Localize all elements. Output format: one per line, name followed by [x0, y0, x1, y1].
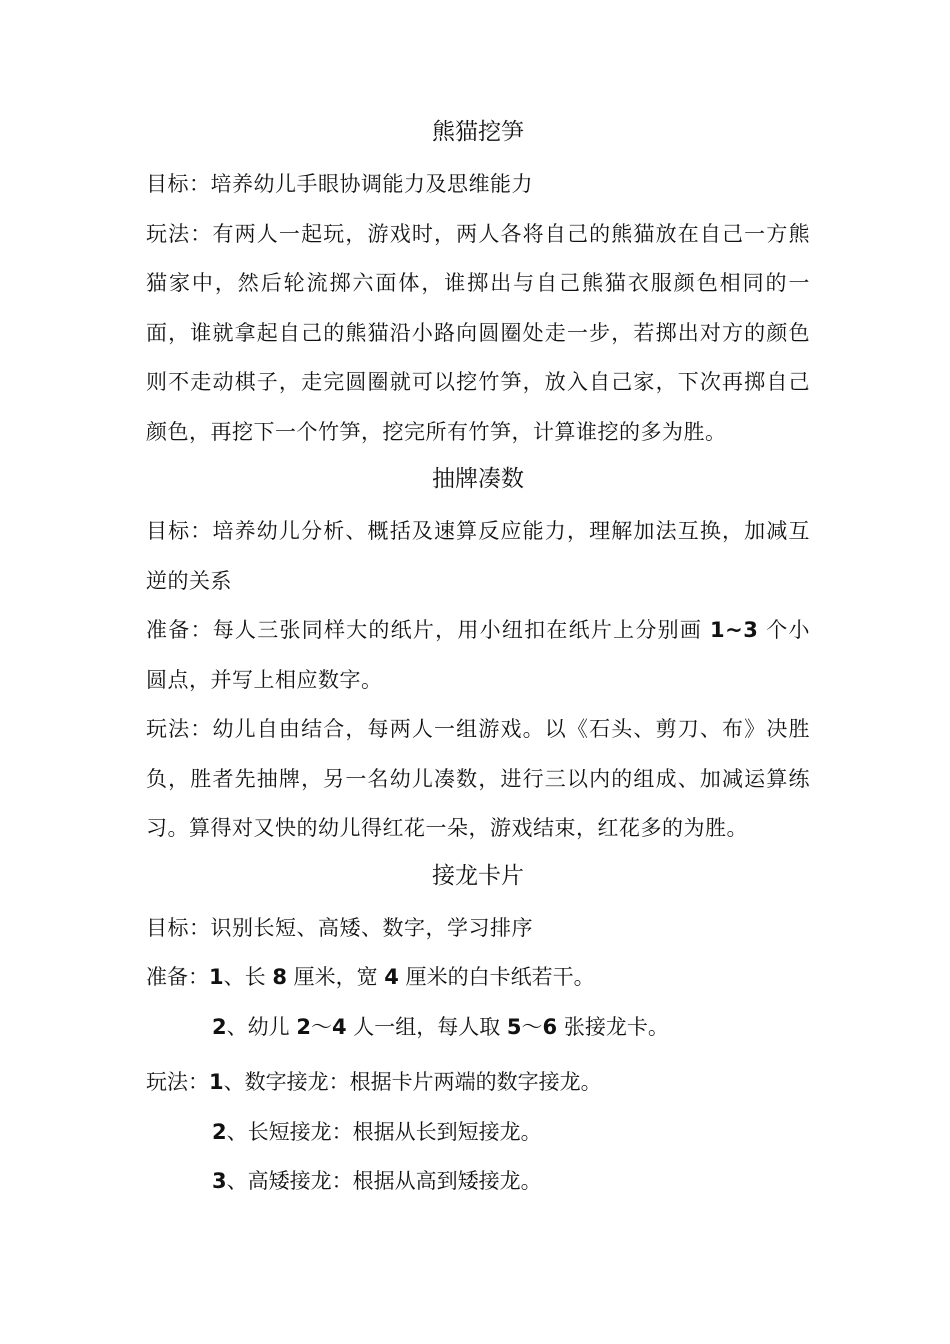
list-number: 8: [272, 965, 287, 989]
list-text: 、幼儿: [226, 1014, 297, 1039]
list-number: 1: [209, 965, 224, 989]
cards-sum-goal: 目标：培养幼儿分析、概括及速算反应能力，理解加法互换，加减互逆的关系: [146, 519, 810, 593]
list-text: ～: [521, 1014, 543, 1039]
panda-play: 玩法：有两人一起玩，游戏时，两人各将自己的熊猫放在自己一方熊猫家中，然后轮流掷六面体，谁掷出与自己熊猫衣服颜色相同的一面，谁就拿起自己的熊猫沿小路向圆圈处走一步，若掷出对方的颜色则不走动棋子，走完圆圈就可以挖竹笋，放入自己家，下次再掷自己颜色，再挖下一个竹笋，挖完所有竹笋，计算谁挖的多为胜。: [146, 221, 810, 444]
dragon-goal: 目标：识别长短、高矮、数字，学习排序: [146, 915, 533, 940]
list-text: ～: [310, 1014, 332, 1039]
list-number: 2: [212, 1119, 227, 1144]
list-number: 2: [212, 1014, 227, 1039]
list-number: 4: [384, 965, 399, 989]
panda-goal: 目标：培养幼儿手眼协调能力及思维能力: [146, 172, 533, 196]
list-number: 5: [506, 1014, 522, 1039]
dragon-play-1: [146, 1058, 810, 1108]
cards-sum-prep: [146, 606, 810, 705]
dragon-play-3: [146, 1157, 810, 1207]
dragon-play-2: [146, 1108, 810, 1158]
list-text: 、数字接龙：根据卡片两端的数字接龙。: [223, 1070, 602, 1094]
list-text: 、长短接龙：根据从长到短接龙。: [226, 1119, 542, 1144]
dragon-prep-2: [146, 1003, 810, 1053]
list-number: 3: [212, 1169, 227, 1193]
dragon-prep-1: [146, 953, 810, 1003]
prep-number: 1~3: [709, 618, 759, 642]
prep-text: 准备：每人三张同样大的纸片，用小纽扣在纸片上分别画: [146, 618, 710, 642]
list-text: 、高矮接龙：根据从高到矮接龙。: [226, 1169, 542, 1193]
prep-text: 个小圆点，并写上相应数字。: [146, 618, 810, 692]
section-title-cards-sum: 抽牌凑数: [432, 466, 524, 492]
list-number: 2: [296, 1014, 311, 1039]
list-text: 厘米，宽: [286, 965, 385, 989]
list-number: 4: [331, 1014, 347, 1039]
cards-sum-play: 玩法：幼儿自由结合，每两人一组游戏。以《石头、剪刀、布》决胜负，胜者先抽牌，另一名幼儿凑数，进行三以内的组成、加减运算练习。算得对又快的幼儿得红花一朵，游戏结束，红花多的为胜。: [146, 717, 810, 840]
prep-label: 准备：: [146, 965, 209, 989]
document-page: [146, 112, 810, 1207]
section-title-dragon-cards: 接龙卡片: [432, 862, 524, 889]
list-text: 、长: [223, 965, 273, 989]
list-number: 1: [209, 1070, 224, 1094]
list-text: 厘米的白卡纸若干。: [398, 965, 595, 989]
list-text: 张接龙卡。: [557, 1014, 669, 1039]
section-title-panda: 熊猫挖笋: [432, 119, 524, 145]
list-text: 人一组，每人取: [346, 1014, 507, 1039]
play-label: 玩法：: [146, 1070, 209, 1094]
list-number: 6: [542, 1014, 558, 1039]
